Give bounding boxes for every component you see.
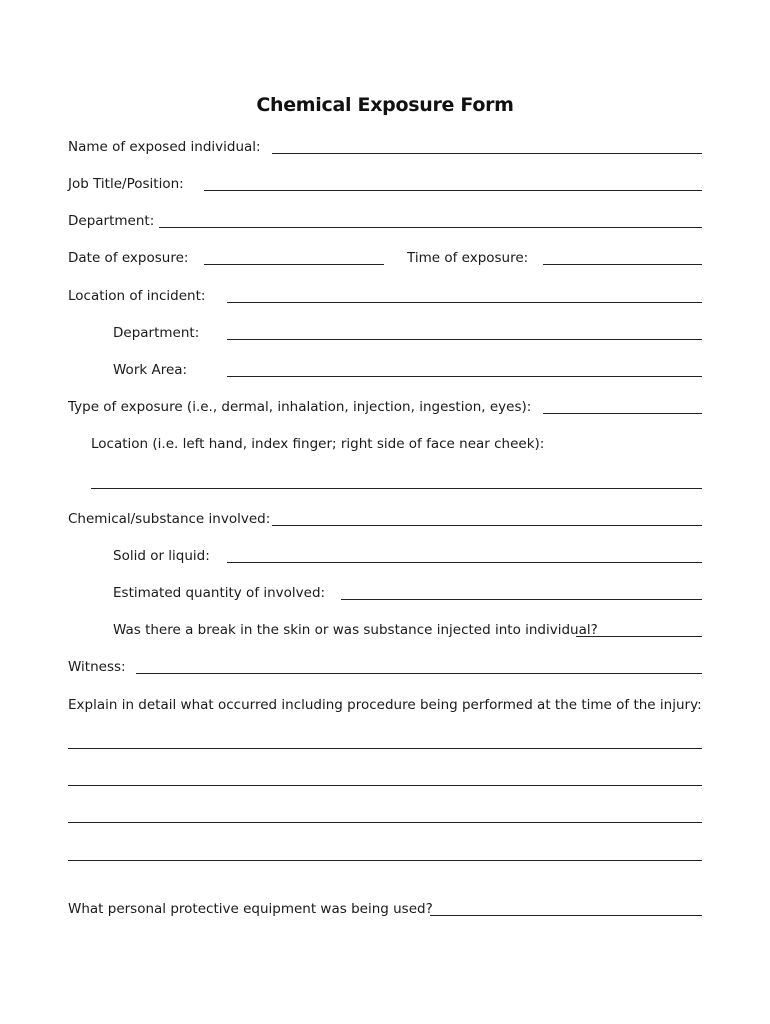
explain-line[interactable] (68, 785, 702, 786)
job-title-label: Job Title/Position: (68, 176, 184, 192)
body-location-label: Location (i.e. left hand, index finger; right side of face near cheek): (91, 436, 545, 452)
location-incident-label: Location of incident: (68, 288, 206, 304)
name-label: Name of exposed individual: (68, 139, 261, 155)
date-label: Date of exposure: (68, 250, 189, 266)
name-field[interactable] (272, 153, 702, 154)
witness-field[interactable] (136, 673, 702, 674)
form-title: Chemical Exposure Form (256, 94, 514, 116)
time-label: Time of exposure: (407, 250, 529, 266)
ppe-field[interactable] (430, 915, 702, 916)
explain-line[interactable] (68, 822, 702, 823)
date-field[interactable] (204, 264, 384, 265)
department-field[interactable] (159, 227, 702, 228)
location-department-label: Department: (113, 325, 200, 341)
skin-break-label: Was there a break in the skin or was substance injected into individual? (113, 622, 598, 638)
witness-label: Witness: (68, 659, 126, 675)
exposure-type-field[interactable] (543, 413, 702, 414)
quantity-label: Estimated quantity of involved: (113, 585, 326, 601)
solid-liquid-field[interactable] (227, 562, 702, 563)
chemical-label: Chemical/substance involved: (68, 511, 271, 527)
job-title-field[interactable] (204, 190, 702, 191)
explain-line[interactable] (68, 860, 702, 861)
time-field[interactable] (543, 264, 702, 265)
explain-label: Explain in detail what occurred including procedure being performed at the time of the injury: (68, 697, 702, 713)
chemical-field[interactable] (272, 525, 702, 526)
location-incident-field[interactable] (227, 302, 702, 303)
work-area-field[interactable] (227, 376, 702, 377)
work-area-label: Work Area: (113, 362, 188, 378)
body-location-field[interactable] (91, 488, 702, 489)
exposure-type-label: Type of exposure (i.e., dermal, inhalation, injection, ingestion, eyes): (68, 399, 532, 415)
ppe-label: What personal protective equipment was being used? (68, 901, 433, 917)
explain-line[interactable] (68, 748, 702, 749)
skin-break-field[interactable] (576, 636, 702, 637)
department-label: Department: (68, 213, 155, 229)
quantity-field[interactable] (341, 599, 702, 600)
solid-liquid-label: Solid or liquid: (113, 548, 210, 564)
location-department-field[interactable] (227, 339, 702, 340)
